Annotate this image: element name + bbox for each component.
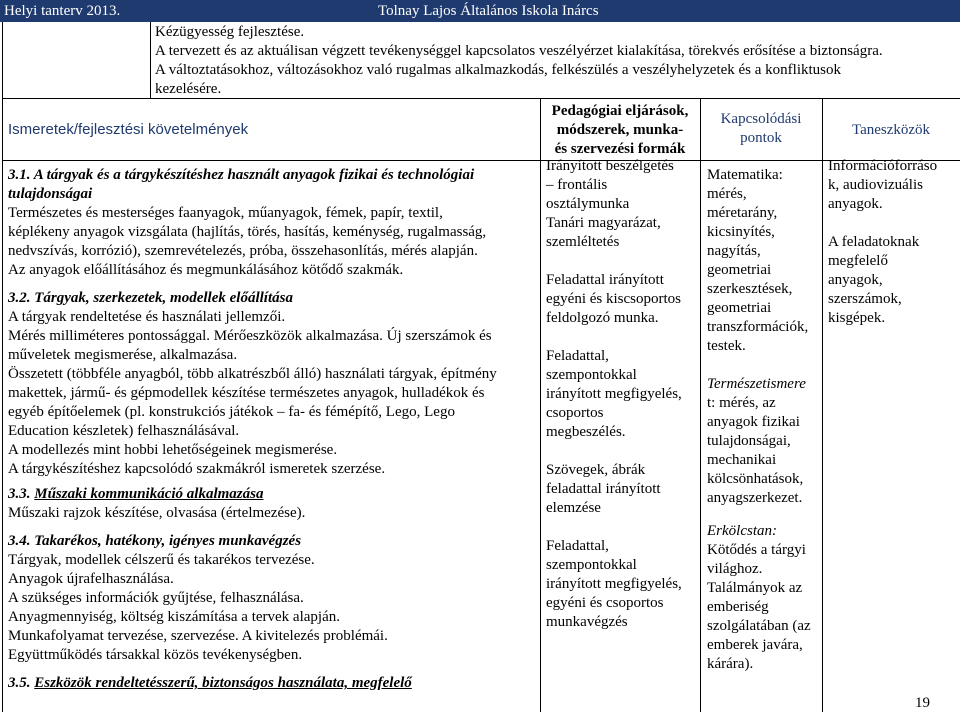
s32-line: egyéb építőelemek (pl. konstrukciós játékok – fa- és fémépítő, Lego, Lego <box>8 404 455 420</box>
col3-line: tulajdonságai, <box>707 433 791 449</box>
s31-line: Az anyagok előállításához és megmunkálásához kötődő szakmák. <box>8 262 404 278</box>
col3-line: testek. <box>707 338 746 354</box>
s33-title-text: Műszaki kommunikáció alkalmazása <box>34 486 264 502</box>
col3-line: Kötődés a tárgyi <box>707 542 806 558</box>
col2-line: szempontokkal <box>546 367 637 383</box>
s32-line: A tárgykészítéshez kapcsolódó szakmákról ismeretek szerzése. <box>8 461 386 477</box>
col3-line: geometriai <box>707 262 772 278</box>
col2-header-2: módszerek, munka- <box>556 122 684 138</box>
col-divider-3 <box>822 98 823 712</box>
col4-line: megfelelő <box>828 253 888 269</box>
col2-line: Tanári magyarázat, <box>546 215 661 231</box>
col-divider-2 <box>700 98 701 712</box>
col2-line: feldolgozó munka. <box>546 310 659 326</box>
col1-header: Ismeretek/fejlesztési követelmények <box>8 121 249 138</box>
col2-line: egyéni és kiscsoportos <box>546 291 681 307</box>
col2-line: – frontális <box>546 177 608 193</box>
col3-header-1: Kapcsolódási <box>720 111 802 127</box>
col3-header-2: pontok <box>740 130 782 146</box>
s32-title: 3.2. Tárgyak, szerkezetek, modellek előállítása <box>8 290 293 306</box>
col2-line: Feladattal irányított <box>546 272 664 288</box>
col3-line: mechanikai <box>707 452 777 468</box>
page-number: 19 <box>915 695 930 711</box>
table-border-left <box>2 22 3 712</box>
col3-line: nagyítás, <box>707 243 761 259</box>
col2-header-1: Pedagógiai eljárások, <box>551 103 689 119</box>
col4-line: anyagok. <box>828 196 883 212</box>
page-header <box>0 0 960 22</box>
col3-line: szerkesztések, <box>707 281 793 297</box>
s31-line: képlékeny anyagok vizsgálata (hajlítás, törés, hasítás, keménység, rugalmasság, <box>8 224 487 240</box>
s31-number: 3.1. <box>8 167 31 183</box>
col2-line: munkavégzés <box>546 614 628 630</box>
s34-line: Anyagmennyiség, költség kiszámítása a tervek alapján. <box>8 609 340 625</box>
col2-line: megbeszélés. <box>546 424 626 440</box>
s35-number: 3.5. <box>8 675 31 691</box>
s34-line: Együttműködés társakkal közös tevékenységben. <box>8 647 303 663</box>
col3-line: kölcsönhatások, <box>707 471 804 487</box>
col2-line: osztálymunka <box>546 196 630 212</box>
s31-line: Természetes és mesterséges faanyagok, műanyagok, fémek, papír, textil, <box>8 205 443 221</box>
s32-line: A tárgyak rendeltetése és használati jellemzői. <box>8 309 286 325</box>
col3-line: kicsinyítés, <box>707 224 775 240</box>
top-cell-divider <box>150 22 151 98</box>
col-divider-1 <box>540 98 541 712</box>
col2-line: irányított megfigyelés, <box>546 576 682 592</box>
col3-line: anyagszerkezet. <box>707 490 803 506</box>
col4-line: anyagok, <box>828 272 883 288</box>
col4-line: szerszámok, <box>828 291 902 307</box>
col3-subject: Erkölcstan: <box>707 523 777 539</box>
col2-line: feladattal irányított <box>546 481 661 497</box>
col3-line: geometriai <box>707 300 772 316</box>
s35-title-text: Eszközök rendeltetésszerű, biztonságos használata, megfelelő <box>34 675 412 691</box>
s32-line: makettek, jármű- és gépmodellek készítése természetes anyagok, hulladékok és <box>8 385 485 401</box>
col4-line: A feladatoknak <box>828 234 920 250</box>
s34-title: 3.4. Takarékos, hatékony, igényes munkavégzés <box>8 533 302 549</box>
col3-line: transzformációk, <box>707 319 809 335</box>
top-line-2: A tervezett és az aktuálisan végzett tevékenységgel kapcsolatos veszélyérzet kialakítása, törekvés erősítése a biztonságra. <box>155 43 883 59</box>
col3-line: mérés, <box>707 186 747 202</box>
s34-line: A szükséges információk gyűjtése, felhasználása. <box>8 590 304 606</box>
s33-number: 3.3. <box>8 486 31 502</box>
col2-line: csoportos <box>546 405 604 421</box>
col4-line: k, audiovizuális <box>828 177 923 193</box>
s34-line: Tárgyak, modellek célszerű és takarékos tervezése. <box>8 552 315 568</box>
s31-title-line2: tulajdonságai <box>8 186 93 202</box>
header-row-rule <box>2 160 960 161</box>
top-line-1: Kézügyesség fejlesztése. <box>155 24 305 40</box>
s32-line: műveletek megismerése, alkalmazása. <box>8 347 238 363</box>
top-line-3: A változtatásokhoz, változásokhoz való rugalmas alkalmazkodás, felkészülés a veszélyhelyzetek és a konfliktusok <box>155 62 842 78</box>
col2-line: egyéni és csoportos <box>546 595 664 611</box>
col3-line: emberek javára, <box>707 637 803 653</box>
s35-title <box>8 674 412 692</box>
col3-line: kárára). <box>707 656 754 672</box>
col2-line: Irányított beszélgetés <box>546 158 674 174</box>
col2-line: Feladattal, <box>546 348 609 364</box>
col2-line: szempontokkal <box>546 557 637 573</box>
s31-title-line1 <box>8 166 474 184</box>
col3-line: szolgálatában (az <box>707 618 811 634</box>
s33-title <box>8 485 263 503</box>
col2-line: Feladattal, <box>546 538 609 554</box>
s32-line: Education készletek) felhasználásával. <box>8 423 240 439</box>
col2-line: irányított megfigyelés, <box>546 386 682 402</box>
s31-line: nedvszívás, korrózió), szemrevételezés, próba, összehasonlítás, mérés alapján. <box>8 243 478 259</box>
col2-line: szemléltetés <box>546 234 620 250</box>
col3-line: méretarány, <box>707 205 778 221</box>
col3-line: emberiség <box>707 599 769 615</box>
col3-line: Találmányok az <box>707 580 803 596</box>
col3-line: t: mérés, az <box>707 395 776 411</box>
s32-line: Mérés milliméteres pontossággal. Mérőeszközök alkalmazása. Új szerszámok és <box>8 328 492 344</box>
col3-line: világhoz. <box>707 561 763 577</box>
col4-line: kisgépek. <box>828 310 886 326</box>
col3-subject: Természetismere <box>707 376 806 392</box>
col3-line: Matematika: <box>707 167 783 183</box>
top-line-4: kezelésére. <box>155 81 222 97</box>
col2-line: Szövegek, ábrák <box>546 462 646 478</box>
s34-line: Anyagok újrafelhasználása. <box>8 571 174 587</box>
col4-line: Információforráso <box>828 158 938 174</box>
s34-line: Munkafolyamat tervezése, szervezése. A kivitelezés problémái. <box>8 628 388 644</box>
col2-line: elemzése <box>546 500 601 516</box>
col2-header-3: és szervezési formák <box>554 141 686 157</box>
s32-line: A modellezés mint hobbi lehetőségeinek megismerése. <box>8 442 338 458</box>
s32-line: Összetett (többféle anyagból, több alkatrészből álló) használati tárgyak, építmény <box>8 366 497 382</box>
col4-header: Taneszközök <box>851 122 931 138</box>
top-block-rule <box>2 98 960 99</box>
col3-line: anyagok fizikai <box>707 414 800 430</box>
header-center: Tolnay Lajos Általános Iskola Inárcs <box>378 3 599 19</box>
s31-title-text: A tárgyak és a tárgykészítéshez használt anyagok fizikai és technológiai <box>33 167 475 183</box>
s33-line: Műszaki rajzok készítése, olvasása (értelmezése). <box>8 505 306 521</box>
header-left: Helyi tanterv 2013. <box>4 3 121 19</box>
